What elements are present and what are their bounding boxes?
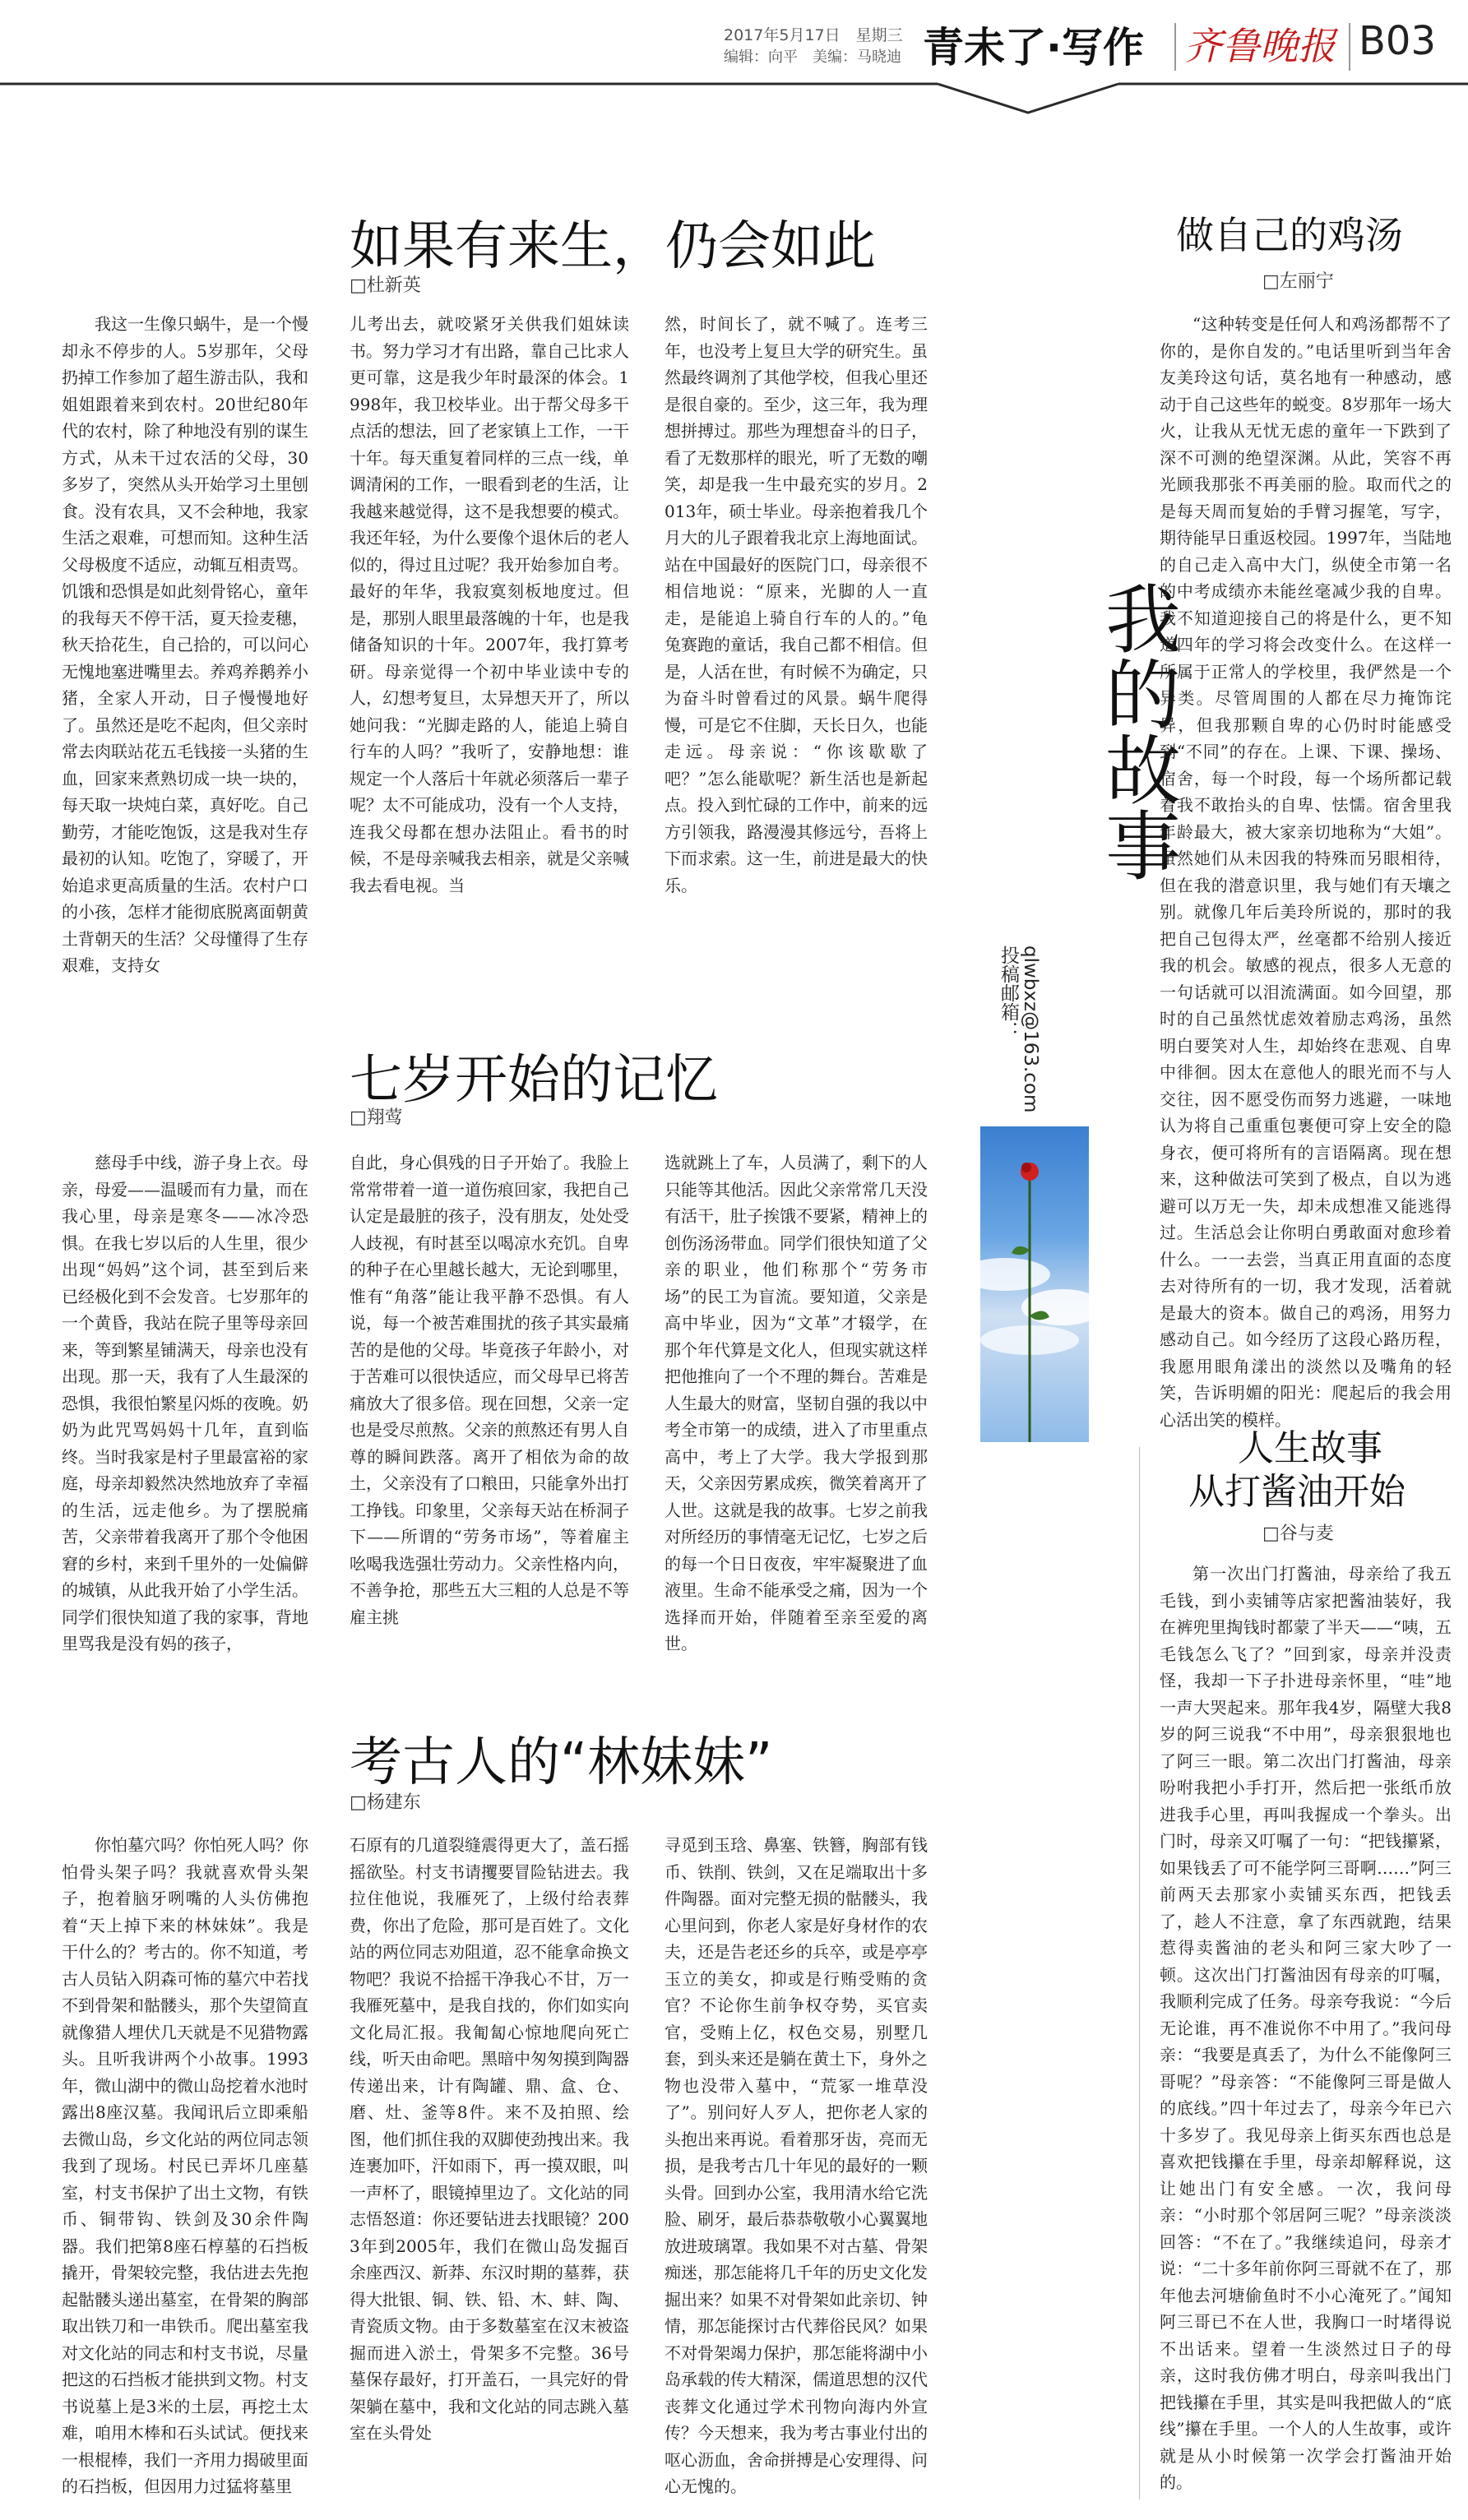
article-body-column: 寻觅到玉琀、鼻塞、铁簪，胸部有钱币、铁削、铁剑，又在足端取出十多件陶器。面对完整无损的骷髅头，我心里问到，你老人家是好身材作的农夫，还是告老还乡的兵卒，或是亭亭玉立的美女，抑或是行贿受贿的贪官？不论你生前争权夺势，买官卖官，受贿上亿，权色交易，别墅几套，到头来还是躺在黄土下，身外之物也没带入墓中，“荒冢一堆草没了”。别问好人歹人，把你老人家的头抱出来再说。看着那牙齿，亮而无损，是我考古几十年见的最好的一颗头骨。回到办公室，我用清水给它洗脸、刷牙，最后恭恭敬敬小心翼翼地放进玻璃罩。我如果不对古墓、骨架痴迷，那怎能将几千年的历史文化发掘出来？如果不对骨架如此亲切、钟情，那怎能探讨古代葬俗民风？如果不对骨架竭力保护，那怎能将湖中小岛承载的传大精深，儒道思想的汉代丧葬文化通过学术刊物向海内外宣传？今天想来，我为考古事业付出的呕心沥血，舍命拼搏是心安理得、问心无愧的。 [665, 1835, 928, 2496]
rose-icon [980, 1126, 1089, 1442]
header-divider [1349, 23, 1350, 71]
rose-sky-photo [980, 1126, 1089, 1442]
article-body-column: “这种转变是任何人和鸡汤都帮不了你的，是你自发的。”电话里听到当年舍友美玲这句话，莫名地有一种感动，感动于自己这些年的蜕变。8岁那年一场大火，让我从无忧无虑的童年一下跌到了深不可测的绝望深渊。从此，笑容不再光顾我那张不再美丽的脸。取而代之的是每天周而复始的手臂习握笔，写字，期待能早日重返校园。1997年，当陆地的自己走入高中大门，纵使全市第一名的中考成绩亦未能丝毫减少我的自卑。我不知道迎接自己的将是什么，更不知道四年的学习将会改变什么。在这样一所属于正常人的学校里，我俨然是一个异类。尽管周围的人都在尽力掩饰诧异，但我那颗自卑的心仍时时能感受到“不同”的存在。上课、下课、操场、宿舍，每一个时段，每一个场所都记载着我不敢抬头的自卑、怯懦。宿舍里我年龄最大，被大家亲切地称为“大姐”。虽然她们从未因我的特殊而另眼相待，但在我的潜意识里，我与她们有天壤之别。就像几年后美玲所说的，那时的我把自己包得太严，丝毫都不给别人接近我的机会。敏感的视点，很多人无意的一句话就可以泪流满面。如今回望，那时的自己虽然忧虑效着励志鸡汤，虽然明白要笑对人生，却始终在悲观、自卑中徘徊。因太在意他人的眼光而不与人交往，因不愿受伤而努力逃避，一味地认为将自己重重包裹便可穿上安全的隐身衣，便可将所有的言语隔离。现在想来，这种做法可笑到了极点，自以为逃避可以万无一失，却未成想准又能逃得过。生活总会让你明白勇敢面对愈珍着什么。一一去尝，当真正用直面的态度去对待所有的一切，我才发现，活着就是最大的资本。做自己的鸡汤，用努力感动自己。如今经历了这段心路历程，我愿用眼角漾出的淡然以及嘴角的轻笑，告诉明媚的阳光：爬起后的我会用心活出笑的模样。 [1160, 314, 1452, 1430]
article-body-column: 第一次出门打酱油，母亲给了我五毛钱，到小卖铺等店家把酱油装好，我在裤兜里掏钱时都蒙了半天——“咦，五毛钱怎么飞了？”回到家，母亲并没责怪，我却一下子扑进母亲怀里，“哇”地一声大哭起来。那年我4岁，隔壁大我8岁的阿三说我“不中用”，母亲狠狠地也了阿三一眼。第二次出门打酱油，母亲吩咐我把小手打开，然后把一张纸币放进我手心里，再叫我握成一个拳头。出门时，母亲又叮嘱了一句：“把钱攥紧，如果钱丢了可不能学阿三哥啊……”阿三前两天去那家小卖铺买东西，把钱丢了，趁人不注意，拿了东西就跑，结果惹得卖酱油的老头和阿三家大吵了一顿。这次出门打酱油因有母亲的叮嘱，我顺利完成了任务。母亲夸我说：“今后无论谁，再不准说你不中用了。”我问母亲：“我要是真丢了，为什么不能像阿三哥呢？”母亲答：“不能像阿三哥是做人的底线。”四十年过去了，母亲今年已六十多岁了。我见母亲上街买东西也总是喜欢把钱攥在手里，母亲却解释说，这让她出门有安全感。一次，我问母亲：“小时那个邻居阿三呢？”母亲淡淡回答：“不在了。”我继续追问，母亲才说：“二十多年前你阿三哥就不在了，那年他去河塘偷鱼时不小心淹死了。”闻知阿三哥已不在人世，我胸口一时堵得说不出话来。望着一生淡然过日子的母亲，这时我仿佛才明白，母亲叫我出门把钱攥在手里，其实是叫我把做人的“底线”攥在手里。一个人的人生故事，或许就是从小时候第一次学会打酱油开始的。 [1160, 1564, 1452, 2492]
submission-email: qlwbxz@163.com [1020, 946, 1041, 1113]
article-author: □杜新英 [350, 275, 421, 296]
article-title-soy-sauce-line2: 从打酱油开始 [1188, 1471, 1405, 1513]
article-title-archaeology: 考古人的“林妹妹” [350, 1732, 773, 1793]
column-title: 青未了·写作 [923, 24, 1144, 72]
article-author: □谷与麦 [1262, 1524, 1334, 1544]
column-divider [1139, 1447, 1140, 2499]
article-title-rebirth: 如果有来生，仍会如此 [350, 216, 876, 277]
article-title-soy-sauce-line1: 人生故事 [1238, 1427, 1382, 1469]
article-body-column: 你怕墓穴吗？你怕死人吗？你怕骨头架子吗？我就喜欢骨头架子，抱着脑牙咧嘴的人头仿佛抱着“天上掉下来的林妹妹”。我是干什么的？考古的。你不知道，考古人员钻入阴森可怖的墓穴中若找不到骨架和骷髅头，那个失望简直就像猎人埋伏几天就是不见猎物露头。且听我讲两个小故事。1993年，微山湖中的微山岛挖着水池时露出8座汉墓。我闻讯后立即乘船去微山岛，乡文化站的两位同志领我到了现场。村民已弄坏几座墓室，村支书保护了出土文物，有铁币、铜带钩、铁剑及30余件陶器。我们把第8座石椁墓的石挡板撬开，骨架较完整，我估进去先抱起骷髅头递出墓室，在骨架的胸部取出铁刀和一串铁币。爬出墓室我对文化站的同志和村支书说，尽量把这的石挡板才能拱到文物。村支书说墓上是3米的土层，再挖土太难，咱用木棒和石头试试。便找来一根棍棒，我们一齐用力揭破里面的石挡板，但因用力过猛将墓里 [62, 1835, 308, 2496]
article-body-column: 慈母手中线，游子身上衣。母亲，母爱——温暖而有力量，而在我心里，母亲是寒冬——冰冷恐惧。在我七岁以后的人生里，很少出现“妈妈”这个词，甚至到后来已经极化到不会发音。七岁那年的一个黄昏，我站在院子里等母亲回来，等到繁星铺满天，母亲也没有出现。那一天，我有了人生最深的恐惧，我很怕繁星闪烁的夜晚。奶奶为此咒骂妈妈十几年，直到临终。当时我家是村子里最富裕的家庭，母亲却毅然决然地放弃了幸福的生活，远走他乡。为了摆脱痛苦，父亲带着我离开了那个令他困窘的乡村，来到千里外的一处偏僻的城镇，从此我开始了小学生活。同学们很快知道了我的家事，背地里骂我是没有妈的孩子， [62, 1153, 308, 1653]
article-author: □杨建东 [350, 1792, 421, 1813]
article-title-chicken-soup: 做自己的鸡汤 [1176, 213, 1403, 257]
article-body-column: 石原有的几道裂缝震得更大了，盖石摇摇欲坠。村支书请攫要冒险钻进去。我拉住他说，我雁死了，上级付给表葬费，你出了危险，那可是百姓了。文化站的两位同志劝阻道，忍不能拿命换文物吧？我说不拾摇干净我心不甘，万一我雁死墓中，是我自找的，你们如实向文化局汇报。我匍匐心惊地爬向死亡线，听天由命吧。黑暗中匆匆摸到陶器传递出来，计有陶罐、鼎、盒、仓、磨、灶、釜等8件。来不及拍照、绘图，他们抓住我的双脚使劲拽出来。我连裹加吓，汗如雨下，再一摸双眼，叫一声杯了，眼镜掉里边了。文化站的同志悟怒道：你还要钻进去找眼镜？2003年到2005年，我们在微山岛发掘百余座西汉、新莽、东汉时期的墓葬，获得大批银、铜、铁、铅、木、蚌、陶、青瓷质文物。由于多数墓室在汉末被盗掘而进入淤土，骨架多不完整。36号墓保存最好，打开盖石，一具完好的骨架躺在墓中，我和文化站的同志跳入墓室在头骨处 [350, 1835, 629, 2443]
header-rule [0, 78, 1468, 119]
article-title-memory: 七岁开始的记忆 [350, 1050, 718, 1111]
feature-title: 我的故事 [1093, 580, 1181, 882]
submission-email-label: 投稿邮箱： [998, 946, 1019, 1040]
article-body-column: 儿考出去，就咬紧牙关供我们姐妹读书。努力学习才有出路，靠自己比求人更可靠，这是我少年时最深的体会。1998年，我卫校毕业。出于帮父母多干点活的想法，回了老家镇上工作，一干十年。每天重复着同样的三点一线，单调清闲的工作，一眼看到老的生活，让我越来越觉得，这不是我想要的模式。我还年轻，为什么要像个退休后的老人似的，得过且过呢？我开始参加自考。最好的年华，我寂寞刻板地度过。但是，那别人眼里最落魄的十年，也是我储备知识的十年。2007年，我打算考研。母亲觉得一个初中毕业读中专的人，幻想考复旦，太异想天开了，所以她问我：“光脚走路的人，能追上骑自行车的人吗？”我听了，安静地想：谁规定一个人落后十年就必须落后一辈子呢？太不可能成功，没有一个人支持，连我父母都在想办法阻止。看书的时候，不是母亲喊我去相亲，就是父亲喊我去看电视。当 [350, 314, 629, 895]
page-number: B03 [1359, 18, 1437, 64]
article-body-column: 我这一生像只蜗牛，是一个慢却永不停步的人。5岁那年，父母扔掉工作参加了超生游击队，我和姐姐跟着来到农村。20世纪80年代的农村，除了种地没有别的谋生方式，从未干过农活的父母，30多岁了，突然从头开始学习土里刨食。没有农具，又不会种地，我家生活之艰难，可想而知。这种生活父母极度不适应，动辄互相责骂。饥饿和恐惧是如此刻骨铭心，童年的我每天不停干活，夏天捡麦穗，秋天拾花生，自己拾的，可以问心无愧地塞进嘴里去。养鸡养鹅养小猪，全家人开动，日子慢慢地好了。虽然还是吃不起肉，但父亲时常去肉联站花五毛钱接一头猪的生血，回家来煮熟切成一块一块的，每天取一块炖白菜，真好吃。自己勤劳，才能吃饱饭，这是我对生存最初的认知。吃饱了，穿暖了，开始追求更高质量的生活。农村户口的小孩，怎样才能彻底脱离面朝黄土背朝天的生活？父母懂得了生存艰难，支持女 [62, 314, 308, 975]
article-body-column: 然，时间长了，就不喊了。连考三年，也没考上复旦大学的研究生。虽然最终调剂了其他学校，但我心里还是很自豪的。至少，这三年，我为理想拼搏过。那些为理想奋斗的日子，看了无数那样的眼光，听了无数的嘲笑，却是我一生中最充实的岁月。2013年，硕士毕业。母亲抱着我几个月大的儿子跟着我北京上海地面试。站在中国最好的医院门口，母亲很不相信地说：“原来，光脚的人一直走，是能追上骑自行车的人的。”龟兔赛跑的童话，我自己都不相信。但是，人活在世，有时候不为确定，只为奋斗时曾看过的风景。蜗牛爬得慢，可是它不住脚，天长日久，也能走远。母亲说：“你该歇歇了吧？”怎么能歇呢？新生活也是新起点。投入到忙碌的工作中，前来的远方引领我，路漫漫其修远兮，吾将上下而求索。这一生，前进是最大的快乐。 [665, 314, 928, 895]
editor-credits: 编辑：向平 美编：马晓迪 [724, 49, 901, 66]
header-divider [1174, 23, 1176, 71]
article-author: □翔莺 [350, 1107, 403, 1128]
article-author: □左丽宁 [1262, 271, 1334, 292]
newspaper-logo: 齐鲁晚报 [1184, 24, 1336, 68]
issue-date: 2017年5月17日 星期三 [724, 26, 903, 44]
article-body-column: 选就跳上了车，人员满了，剩下的人只能等其他活。因此父亲常常几天没有活干，肚子挨饿不要紧，精神上的创伤汤汤带血。同学们很快知道了父亲的职业，他们称那个“劳务市场”的民工为盲流。要知道，父亲是高中毕业，因为“文革”才辍学，在那个年代算是文化人，但现实就这样把他推向了一个不理的舞台。苦难是人生最大的财富，坚韧自强的我以中考全市第一的成绩，进入了市里重点高中，考上了大学。我大学报到那天，父亲因劳累成疾，微笑着离开了人世。这就是我的故事。七岁之前我对所经历的事情毫无记忆，七岁之后的每一个日日夜夜，牢牢凝聚进了血液里。生命不能承受之痛，因为一个选择而开始，伴随着至亲至爱的离世。 [665, 1153, 928, 1653]
article-body-column: 自此，身心俱残的日子开始了。我脸上常常带着一道一道伤痕回家，我把自己认定是最脏的孩子，没有朋友，处处受人歧视，有时甚至以喝凉水充饥。自卑的种子在心里越长越大，无论到哪里，惟有“角落”能让我平静不恐惧。有人说，每一个被苦难围扰的孩子其实最痛苦的是他的父母。毕竟孩子年龄小，对于苦难可以很快适应，而父母早已将苦痛放大了很多倍。现在回想，父亲一定也是受尽煎熬。父亲的煎熬还有男人自尊的瞬间跌落。离开了相依为命的故土，父亲没有了口粮田，只能拿外出打工挣钱。印象里，父亲每天站在桥洞子下——所谓的“劳务市场”，等着雇主吆喝我选强壮劳动力。父亲性格内向，不善争抢，那些五大三粗的人总是不等雇主挑 [350, 1153, 629, 1627]
